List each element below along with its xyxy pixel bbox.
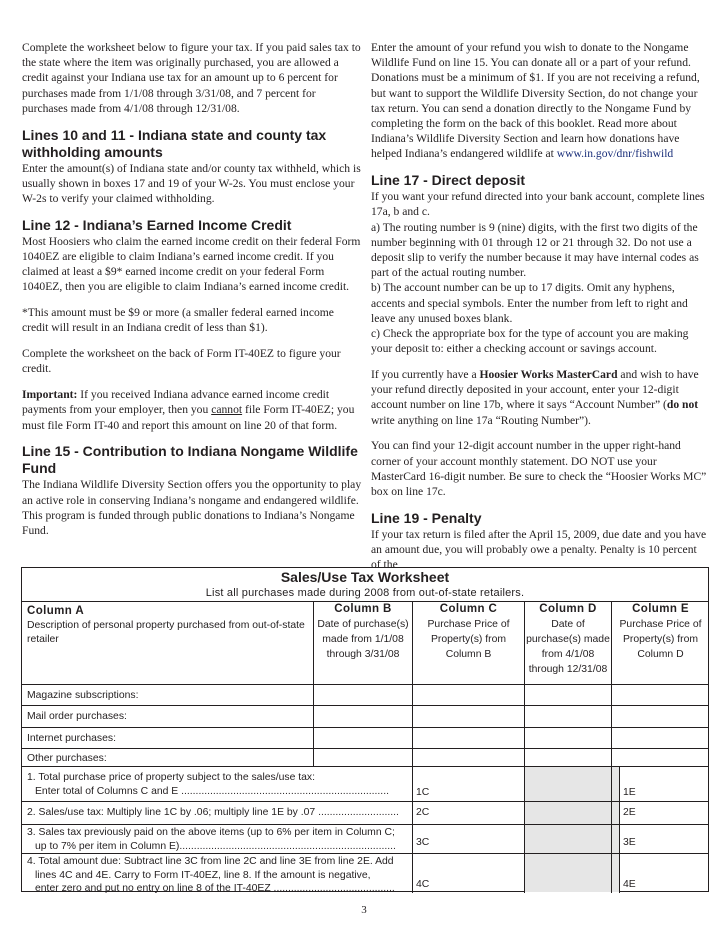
row-magazine-subscriptions: Magazine subscriptions:: [27, 690, 139, 701]
left-column: [22, 40, 362, 538]
sales-use-tax-worksheet: [21, 567, 709, 892]
page-number: 3: [361, 904, 367, 916]
eic-text: Most Hoosiers who claim the earned income credit on their federal Form 1040EZ are eligible to claim Indiana’s earned income credit. If you claimed at least a $9* earned income credit on your federal Form 1040EZ, then you are eligible to claim Indiana’s earned income credit.: [22, 234, 361, 294]
divider: [22, 801, 708, 802]
fishwild-link[interactable]: www.in.gov/dnr/fishwild: [556, 147, 674, 161]
withholding-text: Enter the amount(s) of Indiana state and/or county tax withheld, which is usually shown in boxes 17 and 19 of your W-2s. You must enclose your W-2s to verify your claimed withholding.: [22, 161, 361, 206]
divider: [22, 766, 708, 767]
divider: [22, 824, 708, 825]
eic-worksheet-note: Complete the worksheet on the back of Form IT-40EZ to figure your credit.: [22, 347, 341, 376]
row-mail-order-purchases: Mail order purchases:: [27, 711, 127, 722]
account-type-text: c) Check the appropriate box for the type of account you are making your deposit to: either a checking account or savings account.: [371, 327, 689, 356]
divider: [22, 853, 708, 854]
divider: [22, 705, 708, 706]
box-3c[interactable]: 3C: [416, 837, 430, 848]
row-internet-purchases: Internet purchases:: [27, 733, 116, 744]
heading-line-12: Line 12 - Indiana’s Earned Income Credit: [22, 216, 292, 233]
divider: [619, 766, 620, 893]
heading-lines-10-11: Lines 10 and 11 - Indiana state and county tax withholding amounts: [22, 126, 327, 160]
column-a-header: Column A Description of personal property purchased from out-of-state retailer: [27, 605, 305, 645]
worksheet-subtitle: List all purchases made during 2008 from out-of-state retailers.: [205, 587, 525, 599]
account-number-location-text: You can find your 12-digit account number in the upper right-hand corner of your account monthly statement. DO NOT use your MasterCard 16-digit number. Be sure to check the “Hoosier Works MC” box on line 17c.: [371, 439, 707, 499]
divider: [22, 727, 708, 728]
box-3e[interactable]: 3E: [623, 837, 636, 848]
line-2-text: 2. Sales/use tax: Multiply line 1C by .06; multiply line 1E by .07 ............................: [27, 807, 399, 818]
penalty-text: If your tax return is filed after the April 15, 2009, due date and you have an amount due, you will probably owe a penalty. Penalty is 10 percent of the: [371, 527, 707, 572]
column-d-header: Column D Date of purchase(s) made from 4/1/08 through 12/31/08: [526, 603, 610, 675]
box-4c[interactable]: 4C: [416, 879, 430, 890]
box-1e[interactable]: 1E: [623, 787, 636, 798]
worksheet-intro-text: Complete the worksheet below to figure your tax. If you paid sales tax to the state where the item was originally purchased, you are allowed a credit against your Indiana use tax for an amount up to 6 percent for purchases made from 1/1/08 through 3/31/08, and 7 percent for purchases made from 4/1/08 through 12/31/08.: [22, 41, 361, 115]
box-2e[interactable]: 2E: [623, 807, 636, 818]
account-number-text: b) The account number can be up to 17 digits. Omit any hyphens, accents and special symbols. Enter the number from left to right and leave any unused boxes blank.: [371, 281, 688, 325]
wildlife-text: The Indiana Wildlife Diversity Section offers you the opportunity to play an active role in conserving Indiana’s nongame and endangered wildlife. This program is funded through public donations to Indiana’s Nongame Fund.: [22, 478, 362, 538]
box-1c[interactable]: 1C: [416, 787, 430, 798]
row-other-purchases: Other purchases:: [27, 753, 107, 764]
column-e-header: Column E Purchase Price of Property(s) from Column D: [619, 603, 702, 660]
heading-line-15: Line 15 - Contribution to Indiana Nongame Wildlife Fund: [22, 443, 358, 477]
direct-deposit-text: If you want your refund directed into your bank account, complete lines 17a, b and c.: [371, 190, 705, 219]
line-1-text: 1. Total purchase price of property subject to the sales/use tax: Enter total of Columns C and E ........................................................................: [27, 772, 389, 797]
divider: [22, 748, 708, 749]
column-c-header: Column C Purchase Price of Property(s) from Column B: [427, 603, 510, 660]
shaded-column-d: [524, 766, 619, 892]
worksheet-title: Sales/Use Tax Worksheet: [280, 569, 450, 585]
heading-line-17: Line 17 - Direct deposit: [371, 172, 526, 189]
mastercard-text: If you currently have a Hoosier Works MasterCard and wish to have your refund directly deposited in your account, enter your 12-digit account number on line 17b, where it says “Account Number” (do not write anything on line 17a “Routing Number”).: [371, 368, 699, 427]
line-3-text: 3. Sales tax previously paid on the above items (up to 6% per item in Column C; up to 7% per item in Column E)...........................................................................: [27, 827, 396, 852]
eic-footnote: *This amount must be $9 or more (a smaller federal earned income credit will result in an Indiana credit of less than $1).: [22, 306, 334, 335]
important-note: Important: If you received Indiana advance earned income credit payments from your employer, then you cannot file Form IT-40EZ; you must file Form IT-40 and report this amount on line 20 of that form.: [22, 388, 355, 432]
right-column: [371, 40, 709, 572]
donation-text: Enter the amount of your refund you wish to donate to the Nongame Wildlife Fund on line 15. You can donate all or a part of your refund. Donations must be a minimum of $1. If you are not receiving a refund, but want to support the Wildlife Diversity Section, do not change your tax return. You can send a donation directly to the Nongame Fund by completing the form on the back of this booklet. Read more about Indiana’s Wildlife Diversity Section and learn how donations have helped Indiana’s endangered wildlife at www.in.gov/dnr/fishwild: [371, 41, 700, 161]
heading-line-19: Line 19 - Penalty: [371, 509, 482, 526]
divider: [22, 684, 708, 685]
routing-number-text: a) The routing number is 9 (nine) digits, with the first two digits of the number beginning with 01 through 12 or 21 through 32. Do not use a deposit slip to verify the number because it may have internal codes as part of the actual routing number.: [371, 220, 699, 280]
column-b-header: Column B Date of purchase(s) made from 1/1/08 through 3/31/08: [317, 603, 409, 660]
box-2c[interactable]: 2C: [416, 807, 430, 818]
line-4-text: 4. Total amount due: Subtract line 3C from line 2C and line 3E from line 2E. Add lines 4C and 4E. Carry to Form IT-40EZ, line 8. If the amount is negative, enter zero and put no entry on line 8 of the IT-40EZ ..........................................: [27, 856, 395, 894]
box-4e[interactable]: 4E: [623, 879, 636, 890]
